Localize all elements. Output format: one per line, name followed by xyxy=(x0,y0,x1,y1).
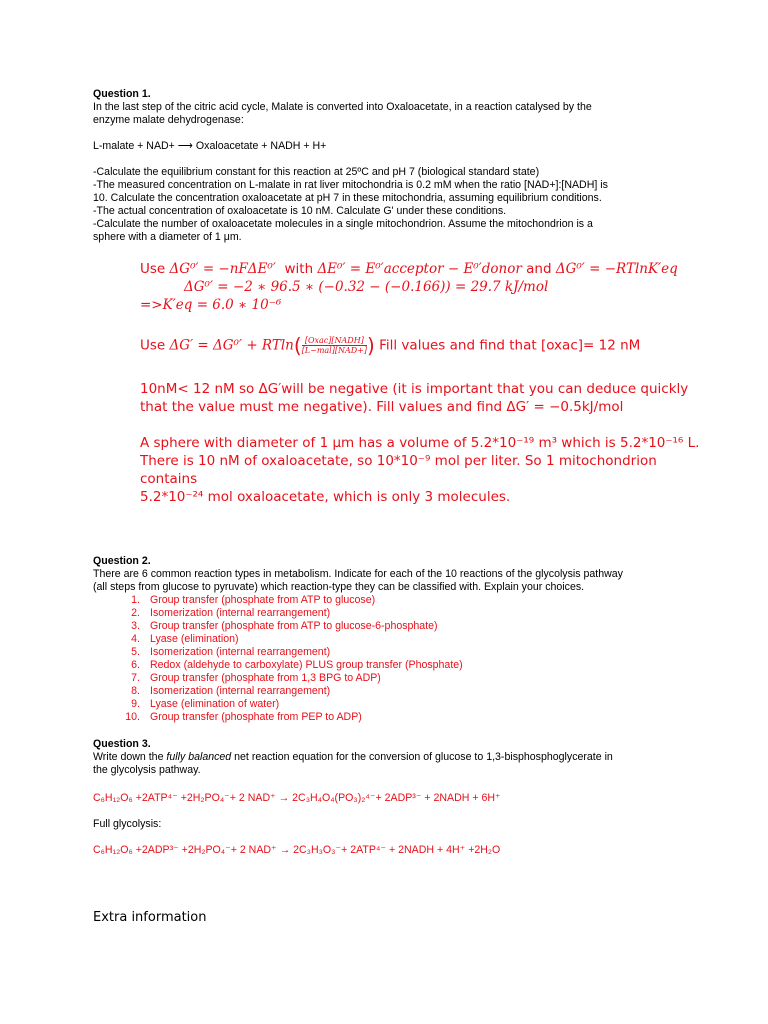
q1-task-6: sphere with a diameter of 1 μm. xyxy=(93,231,242,243)
q1-reaction: L-malate + NAD+ ⟶ Oxaloacetate + NADH + H+ xyxy=(93,140,327,152)
q1-task-5: -Calculate the number of oxaloacetate molecules in a single mitochondrion. Assume the mitochondrion is a xyxy=(93,218,593,230)
answer-sphere-line-1: A sphere with diameter of 1 μm has a volume of 5.2*10⁻¹⁹ m³ which is 5.2*10⁻¹⁶ L. xyxy=(140,435,700,451)
question-1 xyxy=(93,88,683,244)
list-item: 5. Isomerization (internal rearrangement) xyxy=(131,646,331,658)
answer-equation-de: ΔE⁰′ = E⁰′acceptor − E⁰′donor xyxy=(317,261,522,277)
answer-equation-dg-prime: ΔG′ = ΔG⁰′ + RTln xyxy=(169,337,294,354)
q1-answer-equations xyxy=(140,260,700,314)
list-item: 7. Group transfer (phosphate from 1,3 BPG to ADP) xyxy=(131,672,381,684)
question-2 xyxy=(93,555,683,594)
answer-sphere-line-2: There is 10 nM of oxaloacetate, so 10*10⁻⁹ mol per liter. So 1 mitochondrion contains xyxy=(140,453,657,487)
list-item: 1. Group transfer (phosphate from ATP to glucose) xyxy=(131,594,376,606)
question-1-title: Question 1. xyxy=(93,88,151,100)
answer-negative-line-2: that the value must me negative). Fill values and find ΔG′ = −0.5kJ/mol xyxy=(140,399,624,415)
q3-equation-1: C₆H₁₂O₆ +2ATP⁴⁻ +2H₂PO₄⁻+ 2 NAD⁺ → 2C₃H₄O₄(PO₃)₂⁴⁻+ 2ADP³⁻ + 2NADH + 6H⁺ xyxy=(93,792,501,804)
question-3 xyxy=(93,738,683,857)
extra-information-heading: Extra information xyxy=(93,910,207,925)
list-item: 8. Isomerization (internal rearrangement) xyxy=(131,685,331,697)
q1-task-2: -The measured concentration on L-malate in rat liver mitochondria is 0.2 mM when the ratio [NAD+]:[NADH] is xyxy=(93,179,608,191)
list-item: 2. Isomerization (internal rearrangement) xyxy=(131,607,331,619)
q1-intro-line-2: enzyme malate dehydrogenase: xyxy=(93,114,244,126)
answer-keq-prefix: => xyxy=(140,297,163,313)
answer-use-label: Use xyxy=(140,261,166,277)
q1-answer-negative xyxy=(140,380,700,416)
q1-task-3: 10. Calculate the concentration oxaloacetate at pH 7 in these mitochondria, assuming equilibrium conditions. xyxy=(93,192,602,204)
list-item: 6. Redox (aldehyde to carboxylate) PLUS group transfer (Phosphate) xyxy=(131,659,463,671)
fraction-denominator: [L−mal][NAD+] xyxy=(301,346,367,355)
fraction-numerator: [Oxac][NADH] xyxy=(302,336,367,346)
answer-sphere-line-3: 5.2*10⁻²⁴ mol oxaloacetate, which is only 3 molecules. xyxy=(140,489,511,505)
q1-answer-concentration: Use ΔG′ = ΔG⁰′ + RTln( $\frac{\text{[Oxac][NADH]}}{\text{[L−mal][NAD+]}}$ ) Fill values and find that [oxac]= 12 nM xyxy=(140,333,641,358)
q1-answer-sphere xyxy=(140,434,700,506)
answer-equation-dg: ΔG⁰′ = −nFΔE⁰′ xyxy=(169,261,276,277)
question-2-title: Question 2. xyxy=(93,555,151,567)
q1-task-1: -Calculate the equilibrium constant for this reaction at 25ºC and pH 7 (biological standard state) xyxy=(93,166,540,178)
answer-equation-keq: ΔG⁰′ = −RTlnK′eq xyxy=(555,261,678,277)
answer-negative-line-1: 10nM< 12 nM so ΔG′will be negative (it is important that you can deduce quickly xyxy=(140,381,689,397)
q3-full-glycolysis-label: Full glycolysis: xyxy=(93,818,162,830)
list-item: 10. Group transfer (phosphate from PEP to ADP) xyxy=(125,711,362,723)
list-item: 9. Lyase (elimination of water) xyxy=(131,698,280,710)
answer-fill-text: Fill values and find that [oxac]= 12 nM xyxy=(379,337,641,354)
q2-answer-list xyxy=(110,594,670,724)
q1-task-4: -The actual concentration of oxaloacetate is 10 nM. Calculate G' under these conditions. xyxy=(93,205,507,217)
list-item: 3. Group transfer (phosphate from ATP to glucose-6-phosphate) xyxy=(131,620,438,632)
q3-equation-2: C₆H₁₂O₆ +2ADP³⁻ +2H₂PO₄⁻+ 2 NAD⁺ → 2C₃H₃O₃⁻+ 2ATP⁴⁻ + 2NADH + 4H⁺ +2H₂O xyxy=(93,844,501,856)
q2-intro-line-1: There are 6 common reaction types in metabolism. Indicate for each of the 10 reactions of the glycolysis pathway xyxy=(93,568,623,580)
answer-use-label-2: Use xyxy=(140,337,166,354)
list-item: 4. Lyase (elimination) xyxy=(131,633,239,645)
q3-intro-line-1: Write down the fully balanced net reaction equation for the conversion of glucose to 1,3-bisphosphoglycerate in xyxy=(93,751,613,763)
q1-intro-line-1: In the last step of the citric acid cycle, Malate is converted into Oxaloacetate, in a reaction catalysed by the xyxy=(93,101,592,113)
answer-and-label: and xyxy=(526,261,552,277)
answer-calculation: ΔG⁰′ = −2 ∗ 96.5 ∗ (−0.32 − (−0.166)) = 29.7 kJ/mol xyxy=(184,279,549,295)
q3-intro-line-2: the glycolysis pathway. xyxy=(93,764,201,776)
q2-intro-line-2: (all steps from glucose to pyruvate) which reaction-type they can be classified with. Explain your choices. xyxy=(93,581,585,593)
answer-keq-value: K′eq = 6.0 ∗ 10⁻⁶ xyxy=(162,297,282,313)
question-3-title: Question 3. xyxy=(93,738,151,750)
answer-fraction xyxy=(302,336,367,355)
answer-with-label: with xyxy=(284,261,314,277)
